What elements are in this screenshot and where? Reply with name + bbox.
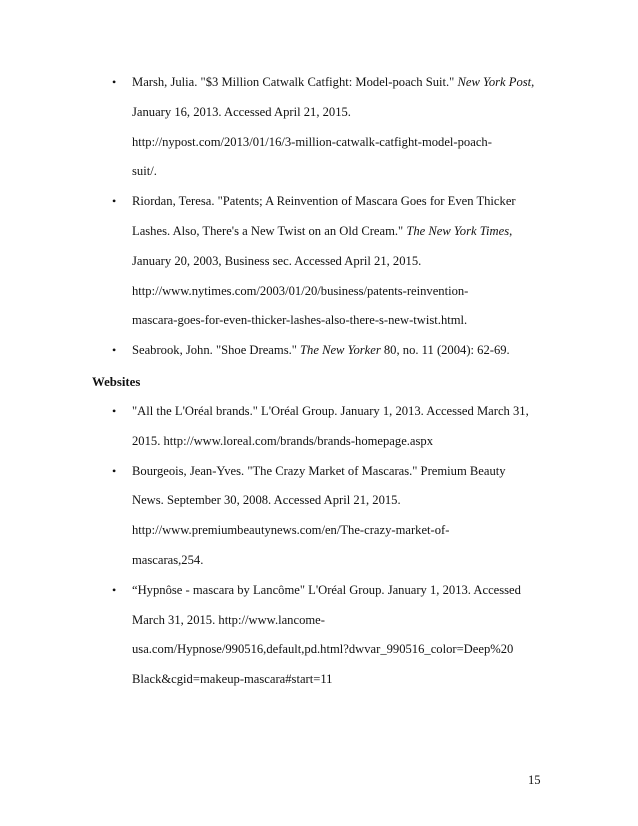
entry-source-title: New York Post [457,75,532,89]
entry-text-main: Seabrook, John. "Shoe Dreams." [132,343,301,358]
entry-source-title: The New York Times [406,223,510,238]
entry-text-rest: , January 20, 2003, Business sec. Accessed April 21, 2015. http://www.nytimes.com/2003/01/20/business/patents-reinvention- mascara-goes-for-even-thicker-lashes-also-there-s-new-twist.html. [132,223,513,328]
bibliography-list [112,68,552,366]
entry-source-title: The New Yorker [300,343,381,358]
entry-text-rest: 80, no. 11 (2004): 62-69. [380,343,510,358]
bullet-icon: • [112,75,117,89]
section-heading-websites: Websites [92,375,141,389]
entry-text-rest: , January 16, 2013. Accessed April 21, 2015. http://nypost.com/2013/01/16/3-million-catwalk-catfight-model-poach- suit/. [132,75,535,179]
websites-list [112,397,552,695]
page-number: 15 [528,773,541,787]
entry-text [132,68,552,187]
bibliography-entry [112,397,552,457]
entry-text: Bourgeois, Jean-Yves. "The Crazy Market of Mascaras." Premium Beauty News. September 30, 2008. Accessed April 21, 2015. http://www.premiumbeautynews.com/en/The-crazy-market-of- mascaras,254. [132,463,506,567]
entry-text [132,187,552,336]
bibliography-entry [112,457,552,576]
entry-text-main: Riordan, Teresa. "Patents; A Reinvention of Mascara Goes for Even Thicker Lashes. Also, There's a New Twist on an Old Cream." [132,194,516,238]
bibliography-entry [112,576,552,695]
bullet-icon: • [112,582,117,597]
bullet-icon: • [112,343,117,358]
entry-text [132,336,552,366]
bullet-icon: • [112,194,117,209]
entry-text: "All the L'Oréal brands." L'Oréal Group. January 1, 2013. Accessed March 31, 2015. http://www.loreal.com/brands/brands-homepage.aspx [132,404,529,448]
bullet-icon: • [112,404,117,418]
bibliography-entry [112,187,552,336]
bibliography-entry [112,336,552,366]
bibliography-entry [112,68,552,187]
bullet-icon: • [112,463,117,478]
entry-text: “Hypnôse - mascara by Lancôme" L'Oréal Group. January 1, 2013. Accessed March 31, 2015. http://www.lancome- usa.com/Hypnose/990516,default,pd.html?dwvar_990516_color=Deep%20 Black&cgid=makeup-mascara#start=11 [132,582,521,687]
entry-text-main: Marsh, Julia. "$3 Million Catwalk Catfight: Model-poach Suit." [132,75,458,89]
